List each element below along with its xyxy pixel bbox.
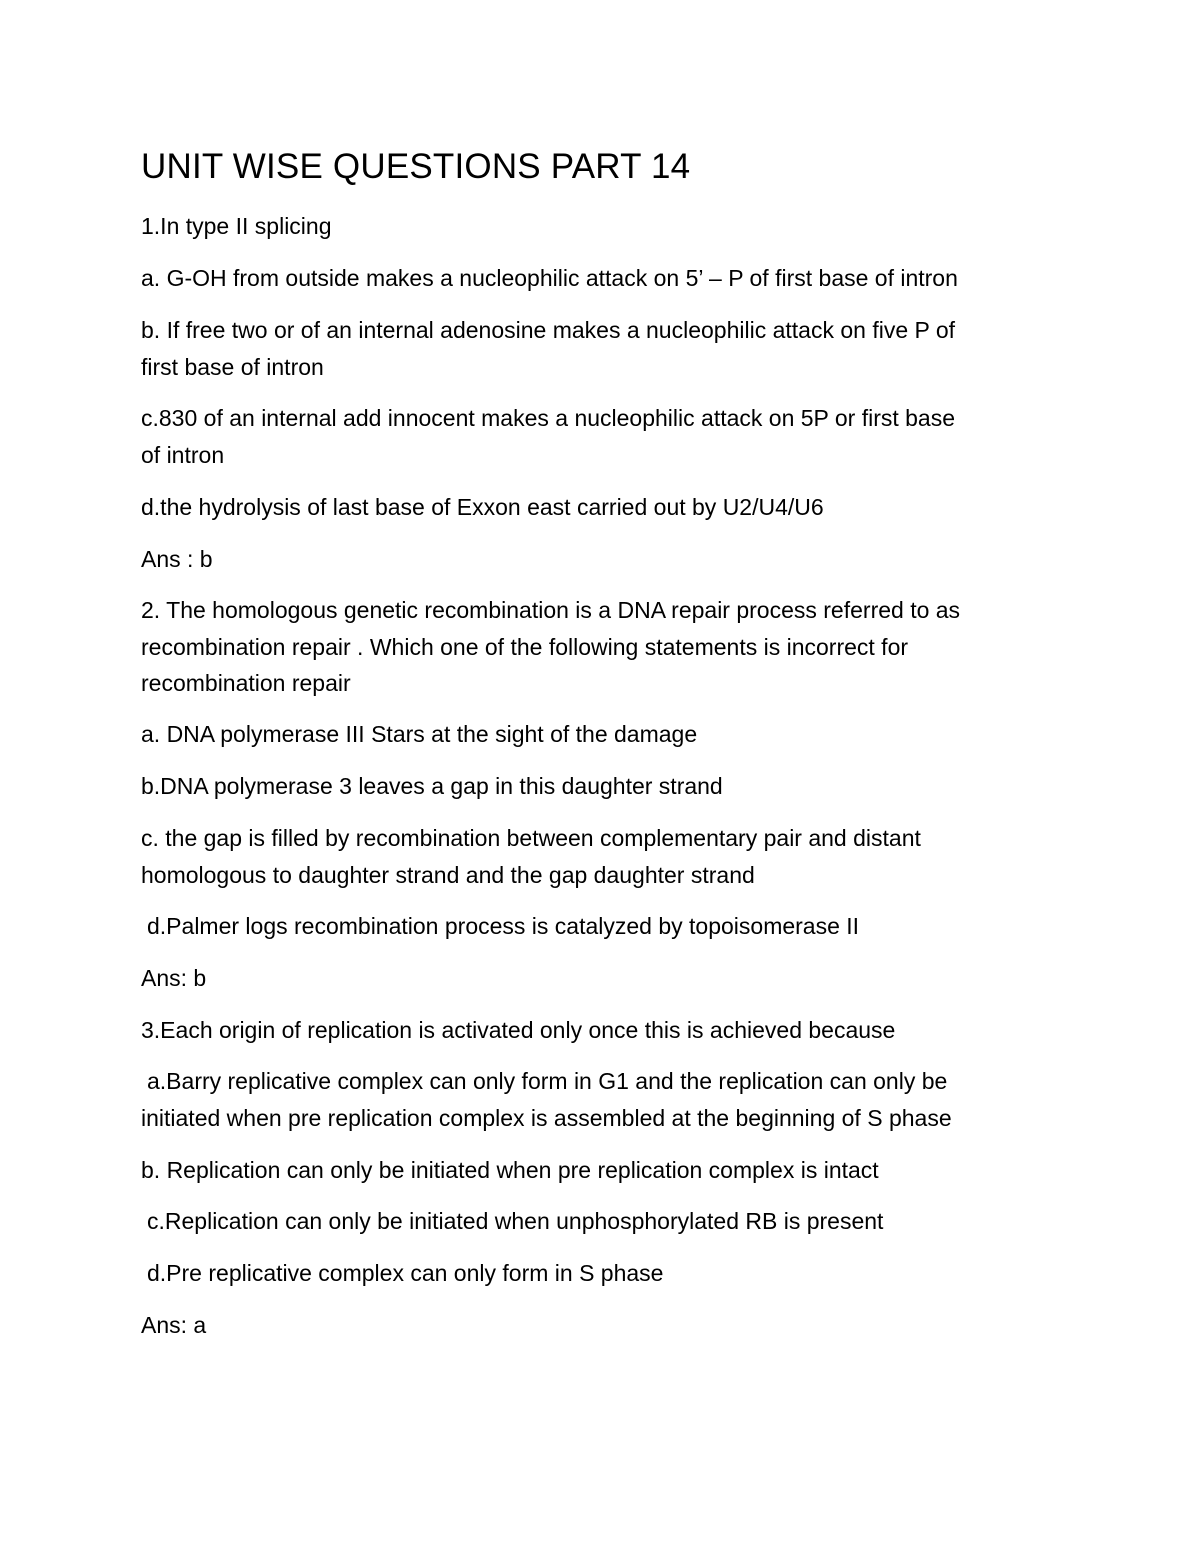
question-1-option-b-line-1: b. If free two or of an internal adenosine makes a nucleophilic attack on five P of bbox=[141, 317, 955, 343]
question-1-option-c-line-2: of intron bbox=[141, 442, 225, 468]
question-1-option-b-line-2: first base of intron bbox=[141, 354, 324, 380]
question-2-text-line-2: recombination repair . Which one of the following statements is incorrect for bbox=[141, 634, 909, 660]
question-2-option-c-line-1: c. the gap is filled by recombination between complementary pair and distant bbox=[141, 825, 921, 851]
question-2-answer: Ans: b bbox=[141, 965, 207, 991]
document-title: UNIT WISE QUESTIONS PART 14 bbox=[141, 147, 691, 186]
question-1-option-a: a. G-OH from outside makes a nucleophilic attack on 5’ – P of first base of intron bbox=[141, 265, 958, 291]
question-1-option-d: d.the hydrolysis of last base of Exxon east carried out by U2/U4/U6 bbox=[141, 494, 824, 520]
question-3-text: 3.Each origin of replication is activated only once this is achieved because bbox=[141, 1017, 896, 1043]
question-3-option-c: c.Replication can only be initiated when unphosphorylated RB is present bbox=[147, 1208, 884, 1234]
question-2-text-line-3: recombination repair bbox=[141, 670, 351, 696]
question-1-text: 1.In type II splicing bbox=[141, 213, 332, 239]
question-2-text-line-1: 2. The homologous genetic recombination is a DNA repair process referred to as bbox=[141, 597, 961, 623]
question-2-option-d: d.Palmer logs recombination process is catalyzed by topoisomerase II bbox=[147, 913, 860, 939]
question-2-option-b: b.DNA polymerase 3 leaves a gap in this daughter strand bbox=[141, 773, 723, 799]
question-3-option-d: d.Pre replicative complex can only form in S phase bbox=[147, 1260, 664, 1286]
question-2-option-c-line-2: homologous to daughter strand and the gap daughter strand bbox=[141, 862, 755, 888]
question-3-option-a-line-1: a.Barry replicative complex can only form in G1 and the replication can only be bbox=[147, 1068, 948, 1094]
question-3-option-b: b. Replication can only be initiated when pre replication complex is intact bbox=[141, 1157, 879, 1183]
question-1-option-c-line-1: c.830 of an internal add innocent makes a nucleophilic attack on 5P or first base bbox=[141, 405, 956, 431]
question-1-answer: Ans : b bbox=[141, 546, 213, 572]
question-3-answer: Ans: a bbox=[141, 1312, 207, 1338]
question-3-option-a-line-2: initiated when pre replication complex is assembled at the beginning of S phase bbox=[141, 1105, 952, 1131]
question-2-option-a: a. DNA polymerase III Stars at the sight of the damage bbox=[141, 721, 698, 747]
